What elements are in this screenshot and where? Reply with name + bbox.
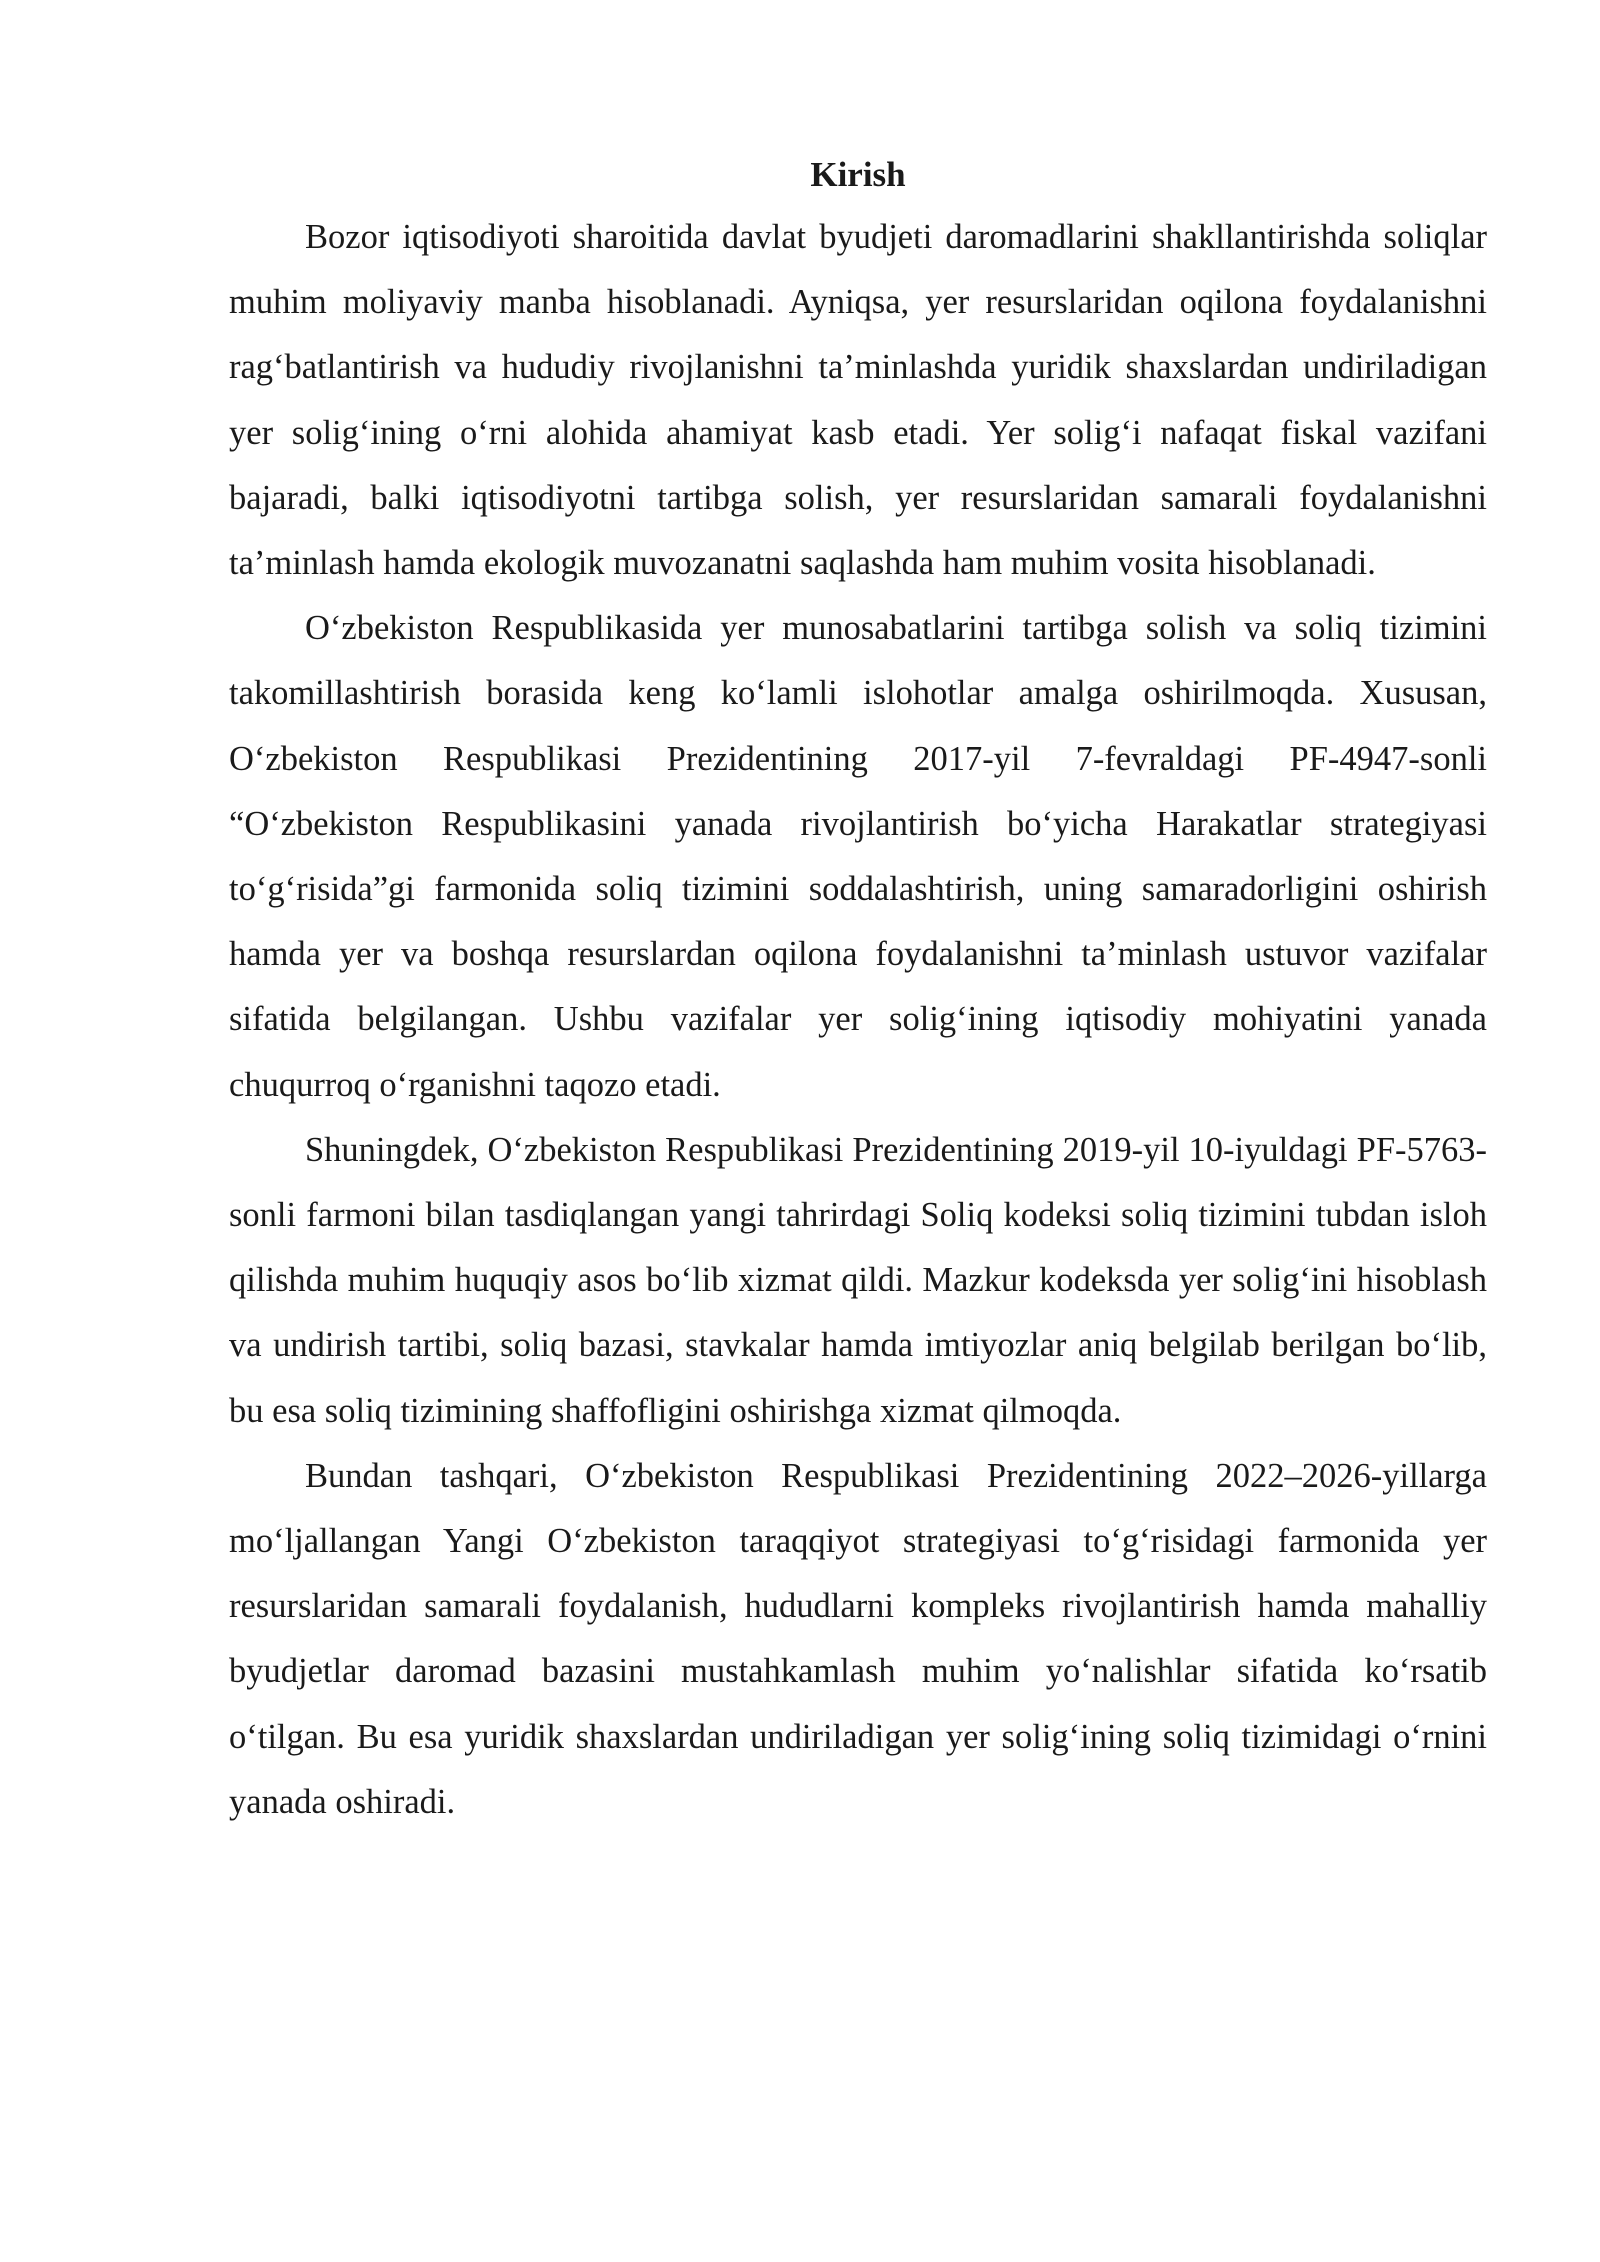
paragraph-strategy: Bundan tashqari, O‘zbekiston Respublikasi Prezidentining 2022–2026-yillarga mo‘ljallangan Yangi O‘zbekiston taraqqiyot strategiyasi to‘g‘risidagi farmonida yer resurslaridan samarali foydalanish, hududlarni kompleks rivojlantirish hamda mahalliy byudjetlar daromad bazasini mustahkamlash muhim yo‘nalishlar sifatida ko‘rsatib o‘tilgan. Bu esa yuridik shaxslardan undiriladigan yer solig‘ining soliq tizimidagi o‘rnini yanada oshiradi. (229, 1456, 1487, 1821)
document-body (229, 145, 1487, 1835)
paragraph-intro: Bozor iqtisodiyoti sharoitida davlat byudjeti daromadlarini shakllantirishda soliqlar muhim moliyaviy manba hisoblanadi. Ayniqsa, yer resurslaridan oqilona foydalanishni rag‘batlantirish va hududiy rivojlanishni ta’minlashda yuridik shaxslardan undiriladigan yer solig‘ining o‘rni alohida ahamiyat kasb etadi. Yer solig‘i nafaqat fiskal vazifani bajaradi, balki iqtisodiyotni tartibga solish, yer resurslaridan samarali foydalanishni ta’minlash hamda ekologik muvozanatni saqlashda ham muhim vosita hisoblanadi. (229, 218, 1487, 583)
paragraph-tax-code: Shuningdek, O‘zbekiston Respublikasi Prezidentining 2019-yil 10-iyuldagi PF-5763-sonli farmoni bilan tasdiqlangan yangi tahrirdagi Soliq kodeksi soliq tizimini tubdan isloh qilishda muhim huquqiy asos bo‘lib xizmat qildi. Mazkur kodeksda yer solig‘ini hisoblash va undirish tartibi, soliq bazasi, stavkalar hamda imtiyozlar aniq belgilab berilgan bo‘lib, bu esa soliq tizimining shaffofligini oshirishga xizmat qilmoqda. (229, 1130, 1487, 1430)
page-title: Kirish (810, 155, 906, 194)
paragraph-reforms: O‘zbekiston Respublikasida yer munosabatlarini tartibga solish va soliq tizimini takomillashtirish borasida keng ko‘lamli islohotlar amalga oshirilmoqda. Xususan, O‘zbekiston Respublikasi Prezidentining 2017-yil 7-fevraldagi PF-4947-sonli “O‘zbekiston Respublikasini yanada rivojlantirish bo‘yicha Harakatlar strategiyasi to‘g‘risida”gi farmonida soliq tizimini soddalashtirish, uning samaradorligini oshirish hamda yer va boshqa resurslardan oqilona foydalanishni ta’minlash ustuvor vazifalar sifatida belgilangan. Ushbu vazifalar yer solig‘ining iqtisodiy mohiyatini yanada chuqurroq o‘rganishni taqozo etadi. (229, 609, 1487, 1104)
